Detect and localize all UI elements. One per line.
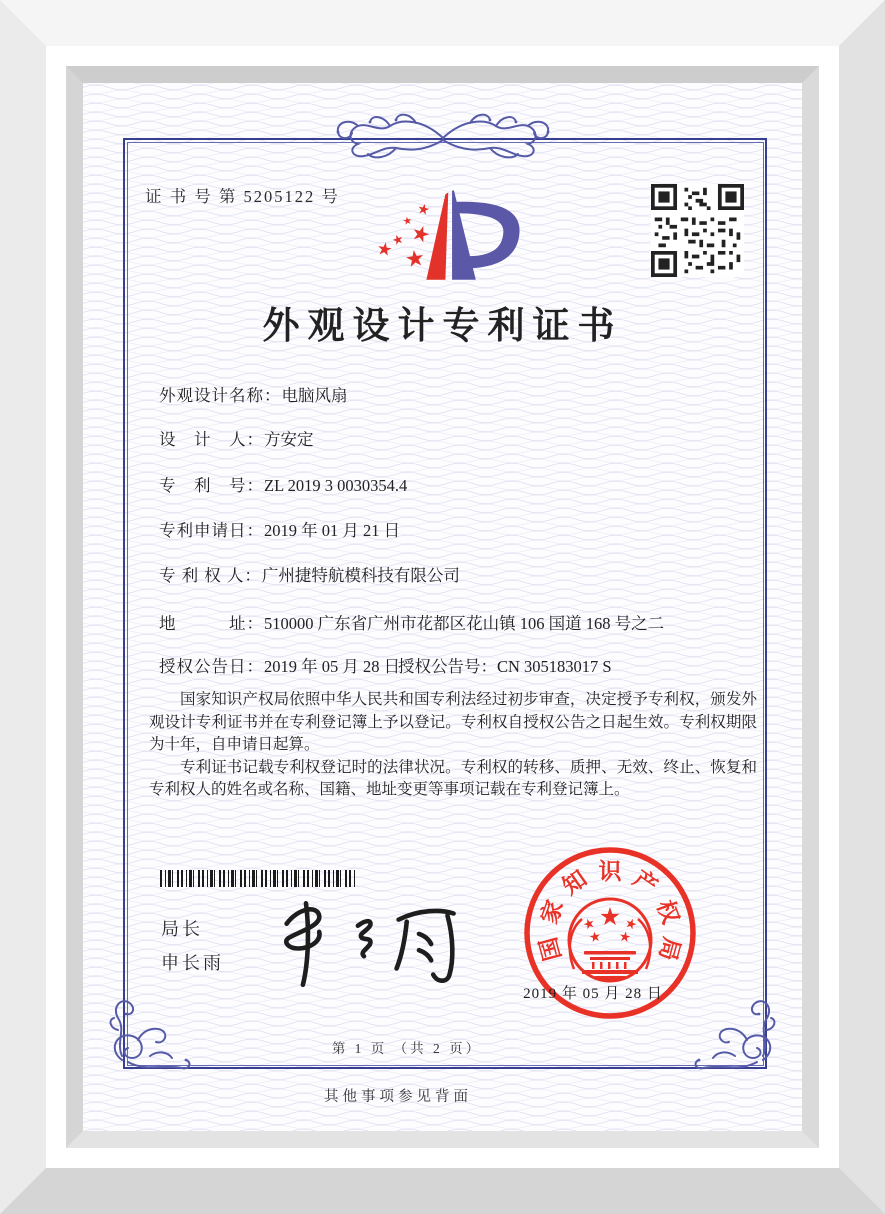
field-patentee bbox=[159, 562, 460, 586]
field-label: 外观设计名称： bbox=[159, 386, 282, 405]
field-value: 电脑风扇 bbox=[281, 386, 348, 405]
certificate-paper bbox=[83, 83, 802, 1131]
field-label: 设 计 人： bbox=[159, 430, 264, 449]
seal-char: 局 bbox=[654, 934, 685, 964]
field-value: 广州捷特航模科技有限公司 bbox=[261, 566, 460, 585]
field-grant-date bbox=[159, 653, 400, 677]
seal-char: 家 bbox=[536, 896, 568, 928]
field-patent-number bbox=[159, 472, 407, 496]
field-filing-date bbox=[159, 517, 400, 541]
seal-char: 知 bbox=[558, 865, 592, 900]
field-label: 专 利 权 人： bbox=[159, 566, 262, 585]
qr-code-icon bbox=[651, 184, 744, 277]
seal-char: 国 bbox=[535, 934, 566, 964]
seal-char: 识 bbox=[598, 859, 622, 884]
field-value: 510000 广东省广州市花都区花山镇 106 国道 168 号之二 bbox=[264, 614, 665, 633]
certificate-title: 外观设计专利证书 bbox=[262, 306, 623, 347]
seal-char: 权 bbox=[652, 896, 684, 928]
field-address bbox=[159, 610, 664, 634]
body-paragraph-2: 专利证书记载专利权登记时的法律状况。专利权的转移、质押、无效、终止、恢复和专利权人的姓名或名称、国籍、地址变更等事项记载在专利登记簿上。 bbox=[149, 758, 757, 798]
field-label: 地 址： bbox=[159, 614, 264, 633]
field-label: 授权公告号： bbox=[398, 657, 497, 676]
back-side-note: 其他事项参见背面 bbox=[324, 1089, 472, 1105]
field-value: ZL 2019 3 0030354.4 bbox=[264, 476, 408, 495]
body-paragraph-1: 国家知识产权局依照中华人民共和国专利法经过初步审查，决定授予专利权，颁发外观设计专利证书并在专利登记簿上予以登记。专利权自授权公告之日起生效。专利权期限为十年，自申请日起算。 bbox=[149, 691, 757, 753]
field-label: 专利申请日： bbox=[159, 521, 264, 540]
field-label: 专 利 号： bbox=[159, 476, 264, 495]
certificate-number: 证 书 号 第 5205122 号 bbox=[145, 187, 340, 206]
certificate-body bbox=[149, 689, 757, 802]
seal-national-emblem bbox=[569, 899, 651, 981]
handwritten-signature-icon bbox=[255, 885, 475, 997]
field-grant-number bbox=[398, 653, 612, 677]
field-value: CN 305183017 S bbox=[497, 657, 612, 676]
field-label: 授权公告日： bbox=[159, 657, 264, 676]
field-design-name bbox=[159, 382, 348, 406]
cnipa-patent-logo-icon bbox=[355, 181, 551, 295]
field-value: 方安定 bbox=[264, 430, 314, 449]
seal-date: 2019 年 05 月 28 日 bbox=[523, 986, 663, 1002]
field-value: 2019 年 01 月 21 日 bbox=[264, 521, 401, 540]
signer-name: 申长雨 bbox=[161, 953, 224, 973]
field-value: 2019 年 05 月 28 日 bbox=[264, 657, 401, 676]
signer-title: 局长 bbox=[161, 919, 203, 939]
field-designer bbox=[159, 426, 314, 450]
seal-char: 产 bbox=[628, 865, 662, 900]
page-indicator: 第 1 页 （共 2 页） bbox=[331, 1041, 483, 1056]
